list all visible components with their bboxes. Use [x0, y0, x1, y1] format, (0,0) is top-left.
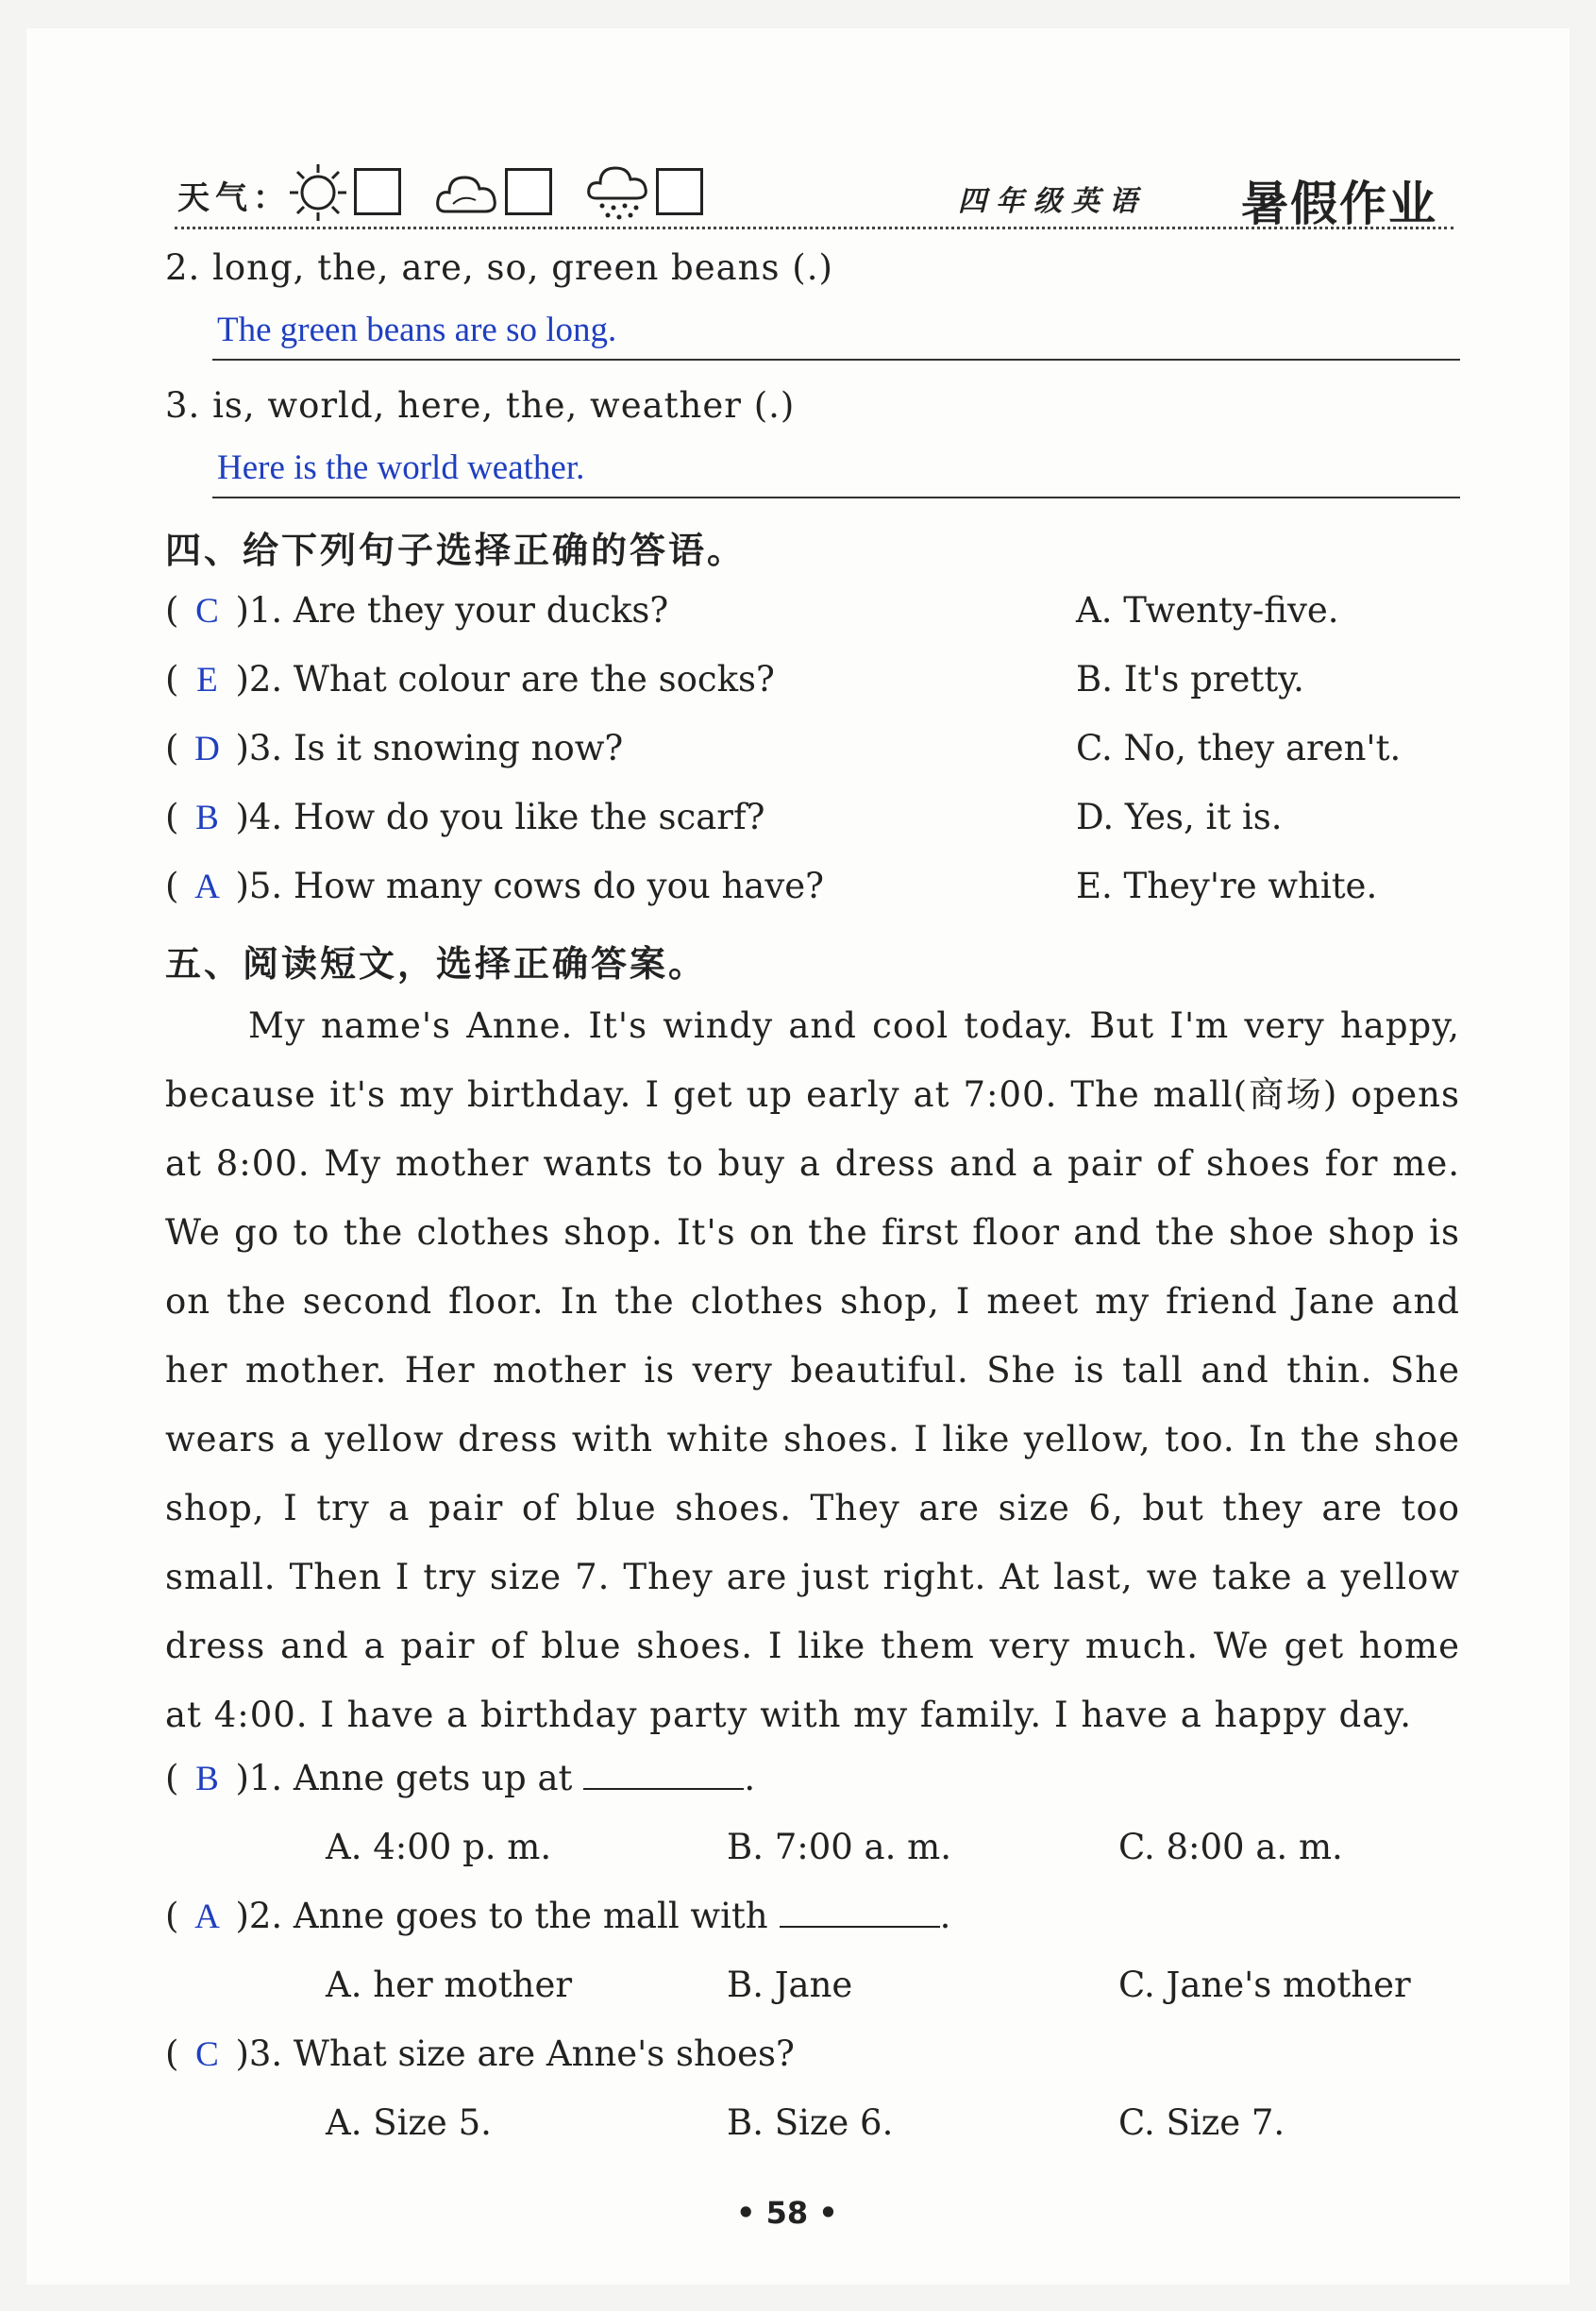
reading-option: A. Size 5. [326, 2102, 492, 2143]
match-question: ( C )1. Are they your ducks? [165, 590, 669, 631]
match-answer: C [195, 592, 219, 631]
match-question: ( D )3. Is it snowing now? [165, 728, 624, 768]
fill-blank [583, 1760, 744, 1790]
match-option: C. No, they aren't. [1076, 728, 1402, 768]
match-option: D. Yes, it is. [1076, 797, 1283, 837]
match-answer: A [194, 868, 220, 906]
reading-answer: C [195, 2035, 219, 2074]
reading-question: ( A )2. Anne goes to the mall with . [165, 1896, 951, 1936]
answer-3-2: The green beans are so long. [217, 311, 617, 349]
section-4-title: 四、给下列句子选择正确的答语。 [165, 530, 747, 571]
question-3-2: 2. long, the, are, so, green beans (.) [165, 247, 833, 288]
answer-line [212, 497, 1460, 498]
reading-option: C. Jane's mother [1118, 1965, 1411, 2005]
match-option: A. Twenty-five. [1076, 590, 1339, 631]
reading-option: B. 7:00 a. m. [727, 1827, 951, 1867]
weather-label: 天气： [177, 179, 291, 217]
rain-icon [585, 162, 651, 225]
match-question: ( B )4. How do you like the scarf? [165, 797, 765, 837]
reading-answer: B [195, 1760, 219, 1798]
reading-option: B. Size 6. [727, 2102, 894, 2143]
reading-option: C. 8:00 a. m. [1118, 1827, 1343, 1867]
grade-subject: 四年级英语 [958, 185, 1147, 218]
reading-option: A. 4:00 p. m. [326, 1827, 552, 1867]
reading-question: ( C )3. What size are Anne's shoes? [165, 2033, 795, 2074]
match-question: ( A )5. How many cows do you have? [165, 866, 824, 906]
reading-option: B. Jane [727, 1965, 853, 2005]
reading-passage: My name's Anne. It's windy and cool today. But I'm very happy, because it's my birthday. I get up early at 7:00. The mall(商场) opens at 8:00. My mother wants to buy a dress and a pair of shoes for me. We go to the clothes shop. It's on the first floor and the shoe shop is on the second floor. In the clothes shop, I meet my friend Jane and her mother. Her mother is very beautiful. She is tall and thin. She wears a yellow dress with white shoes. I like yellow, too. In the shoe shop, I try a pair of blue shoes. They are size 6, but they are too small. Then I try size 7. They are just right. At last, we take a yellow dress and a pair of blue shoes. I like them very much. We get home at 4:00. I have a birthday party with my family. I have a happy day. [165, 1005, 1460, 1735]
answer-line [212, 359, 1460, 361]
fill-blank [780, 1898, 940, 1928]
match-answer: D [194, 730, 220, 768]
reading-question: ( B )1. Anne gets up at . [165, 1758, 756, 1798]
match-answer: B [195, 799, 219, 837]
reading-answer: A [194, 1898, 220, 1936]
reading-option: A. her mother [326, 1965, 573, 2005]
match-option: E. They're white. [1076, 866, 1378, 906]
page-number: • 58 • [736, 2195, 838, 2231]
header-divider [175, 227, 1453, 229]
match-option: B. It's pretty. [1076, 659, 1304, 700]
sun-icon [288, 162, 348, 223]
question-3-3: 3. is, world, here, the, weather (.) [165, 385, 796, 426]
rainy-checkbox[interactable] [656, 168, 703, 215]
page-header [170, 160, 1453, 231]
match-question: ( E )2. What colour are the socks? [165, 659, 775, 700]
section-5-title: 五、阅读短文，选择正确答案。 [165, 943, 708, 985]
book-title: 暑假作业 [1241, 177, 1437, 231]
cloud-icon [434, 162, 500, 223]
match-answer: E [196, 661, 218, 700]
reading-option: C. Size 7. [1118, 2102, 1285, 2143]
cloudy-checkbox[interactable] [505, 168, 552, 215]
sunny-checkbox[interactable] [354, 168, 401, 215]
answer-3-3: Here is the world weather. [217, 448, 585, 487]
